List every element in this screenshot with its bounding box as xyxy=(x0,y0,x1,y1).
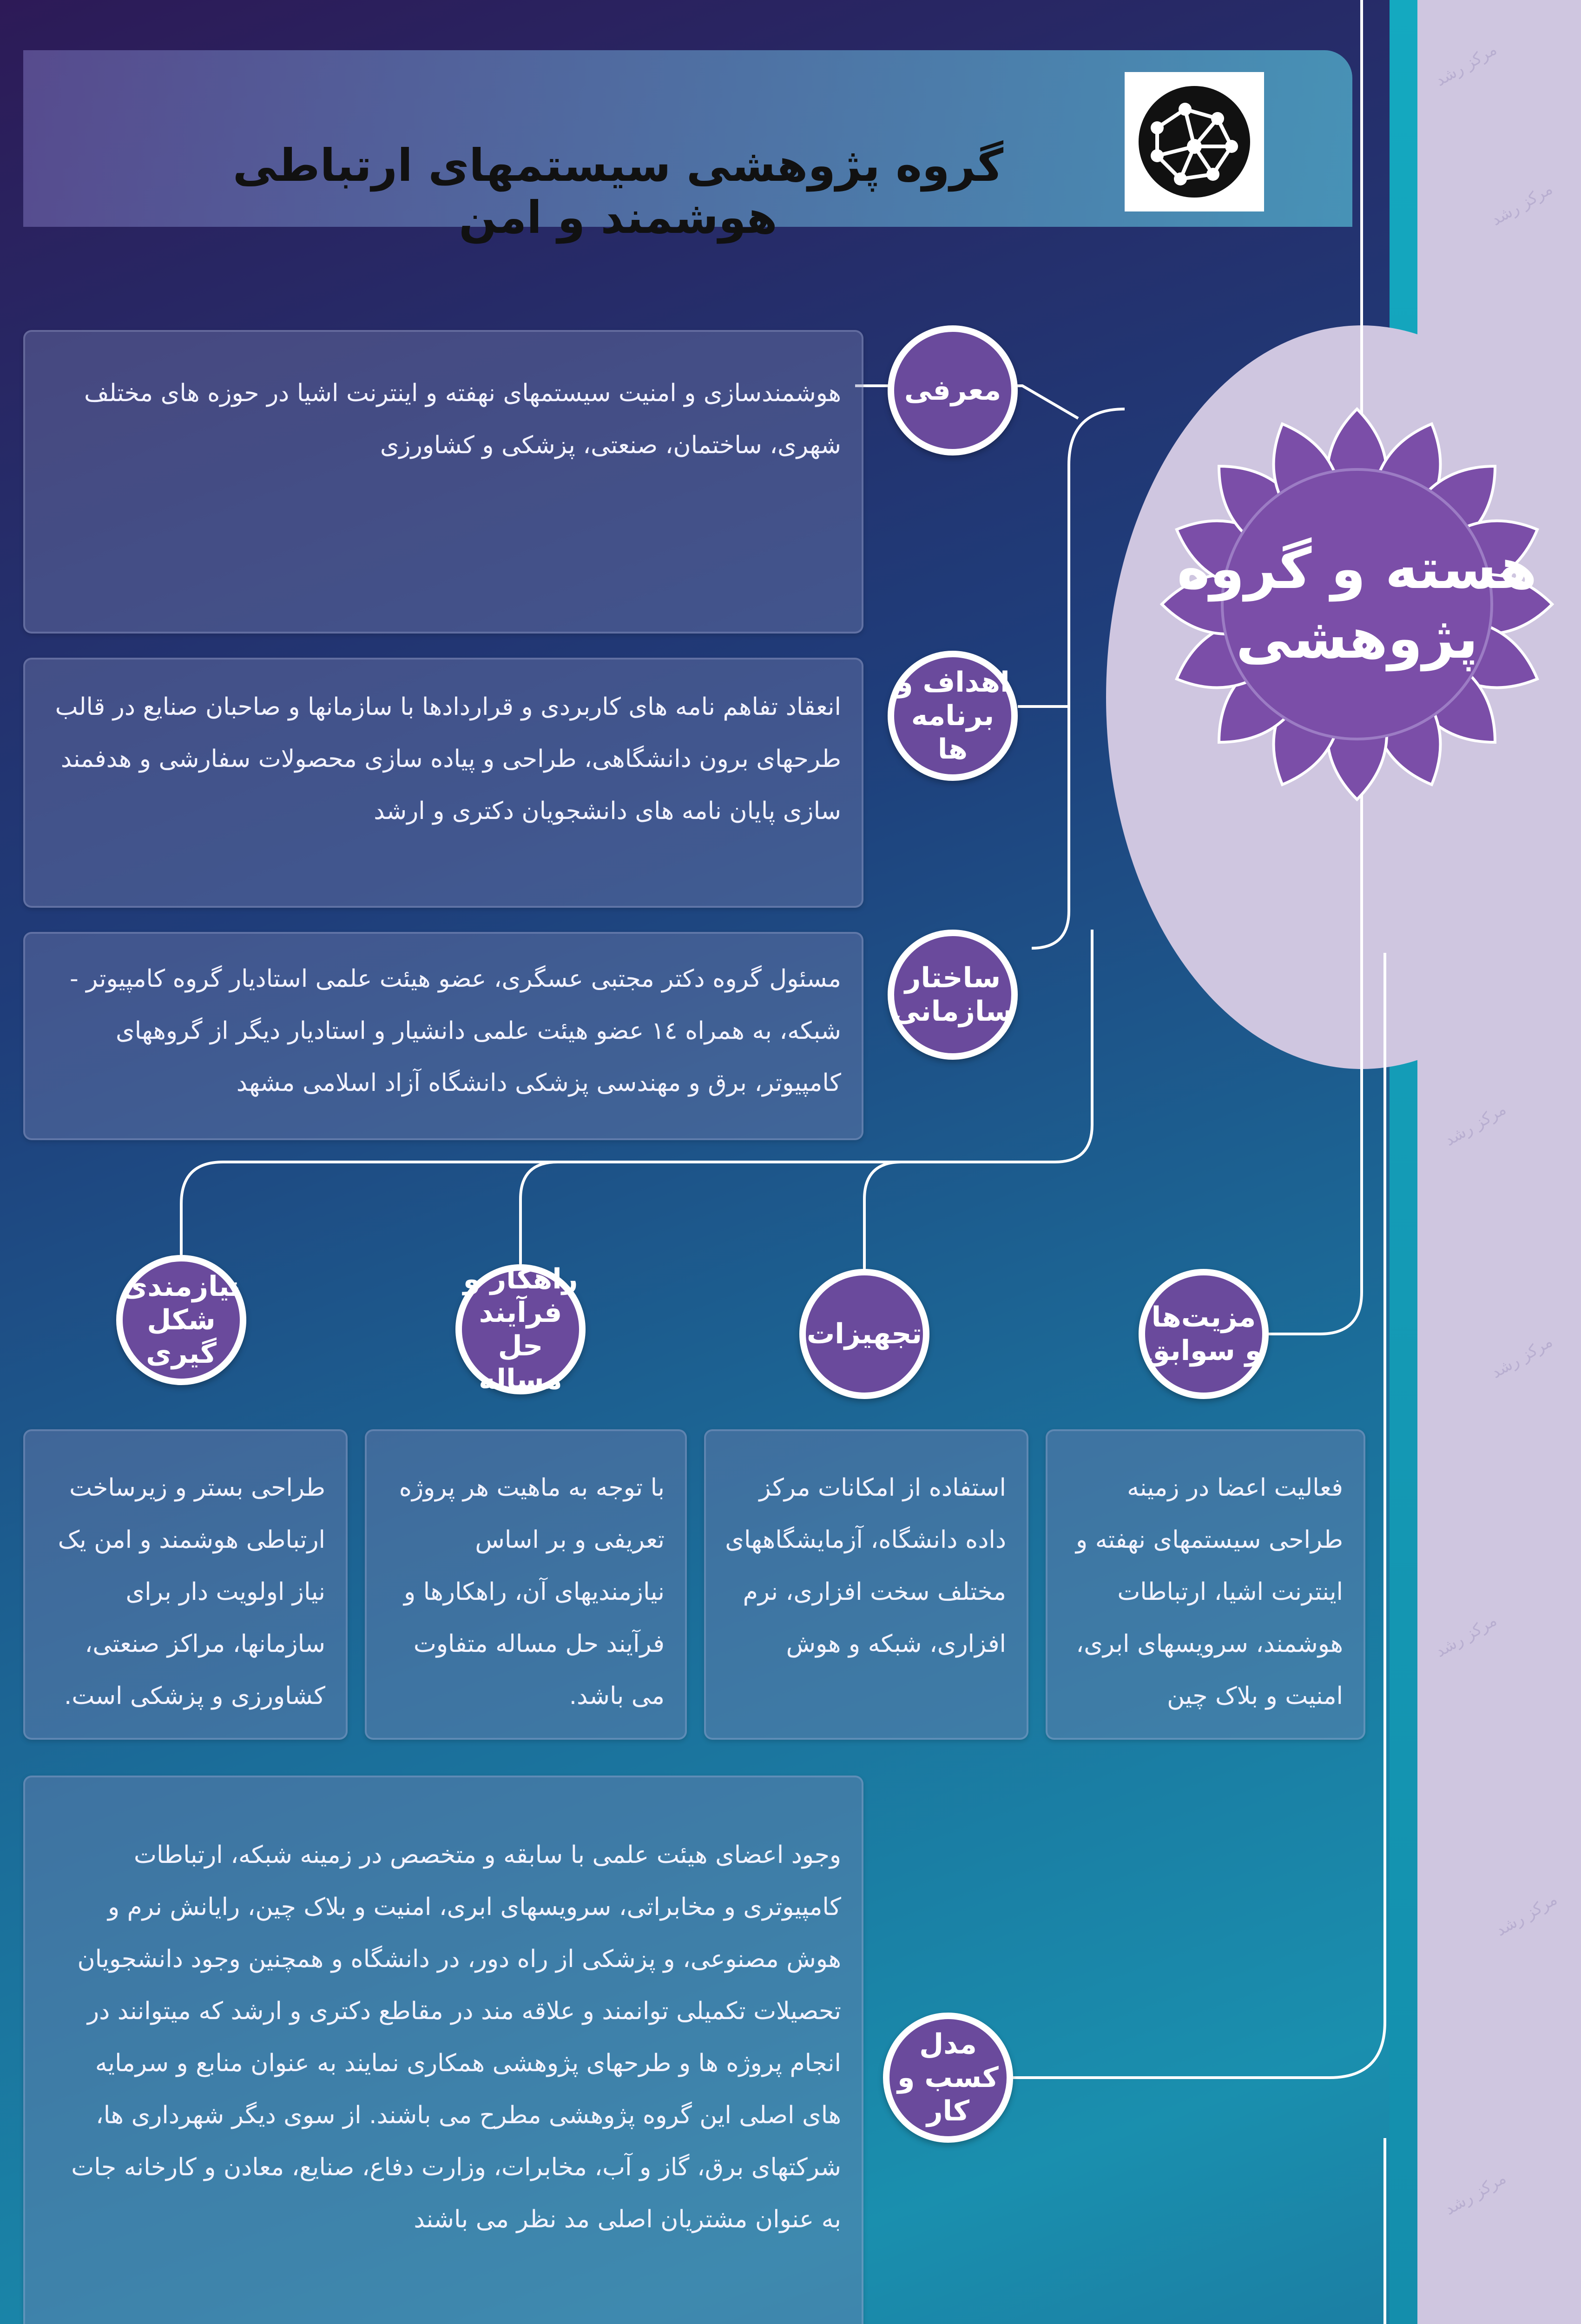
watermark-text: مرکز رشد xyxy=(1441,1100,1509,1150)
watermark-text: مرکز رشد xyxy=(1441,2169,1509,2219)
goals-text: انعقاد تفاهم نامه های کاربردی و قراردادها با سازمانها و صاحبان صنایع در قالب طرحهای برون دانشگاهی، طراحی و پیاده سازی محصولات سفارشی و هدفمند سازی پایان نامه های دانشجویان دکتری و ارشد xyxy=(55,693,841,825)
flower-title-line1: هسته و گروه xyxy=(1177,537,1537,601)
flower-title-line2: پژوهشی xyxy=(1236,607,1478,671)
structure-text: مسئول گروه دکتر مجتبی عسگری، عضو هیئت علمی استادیار گروه کامپیوتر - شبکه، به همراه ١٤ عضو هیئت علمی دانشیار و استادیار دیگر از گروههای کامپیوتر، برق و مهندسی پزشکی دانشگاه آزاد اسلامی مشهد xyxy=(69,965,841,1097)
requirement-bubble: نیازمندی شکل گیری xyxy=(116,1255,246,1385)
watermark-text: مرکز رشد xyxy=(1432,40,1500,90)
goals-bubble: اهداف و برنامه ها xyxy=(888,651,1018,781)
equipment-bubble: تجهیزات xyxy=(799,1269,929,1399)
globe-network-icon xyxy=(1125,72,1264,211)
business-bubble: مدل کسب و کار xyxy=(883,2013,1013,2143)
watermark-text: مرکز رشد xyxy=(1492,1890,1561,1940)
equipment-text: استفاده از امکانات مرکز داده دانشگاه، آزمایشگاههای مختلف سخت افزاری، نرم افزاری، شبکه و هوش xyxy=(725,1474,1006,1658)
page-title: گروه پژوهشی سیستمهای ارتباطی هوشمند و امن xyxy=(232,139,1004,244)
requirement-text: طراحی بستر و زیرساخت ارتباطی هوشمند و امن یک نیاز اولویت دار برای سازمانها، مراکز صنعتی، کشاورزی و پزشکی است. xyxy=(58,1474,325,1710)
business-text: وجود اعضای هیئت علمی با سابقه و متخصص در زمینه شبکه، ارتباطات کامپیوتری و مخابراتی، سرویسهای ابری، امنیت و بلاک چین، رایانش نرم و هوش مصنوعی، و پزشکی از راه دور، در دانشگاه و همچنین وجود دانشجویان تحصیلات تکمیلی توانمند و علاقه مند در مقاطع دکتری و ارشد که میتوانند در انجام پروژه ها و طرحهای پژوهشی همکاری نمایند به عنوان منابع و سرمایه های اصلی این گروه پژوهشی مطرح می باشند. از سوی دیگر شهرداری ها، شرکتهای برق، گاز و آب، مخابرات، وزارت دفاع، صنایع، معادن و کارخانه جات به عنوان مشتریان اصلی مد نظر می باشند xyxy=(71,1841,841,2233)
intro-text: هوشمندسازی و امنیت سیستمهای نهفته و اینترنت اشیا در حوزه های مختلف شهری، ساختمان، صنعتی، پزشکی و کشاورزی xyxy=(84,379,841,459)
structure-bubble: ساختار سازمانی xyxy=(888,930,1018,1060)
watermark-text: مرکز رشد xyxy=(1488,179,1556,230)
advantages-bubble: مزیت‌ها و سوابق xyxy=(1139,1269,1269,1399)
solution-bubble: راهکار و فرآیند حل مساله xyxy=(455,1264,586,1394)
solution-text: با توجه به ماهیت هر پروژه تعریفی و بر اساس نیازمندیهای آن، راهکارها و فرآیند حل مساله متفاوت می باشد. xyxy=(399,1474,665,1710)
watermark-text: مرکز رشد xyxy=(1488,1332,1556,1382)
intro-bubble: معرفی xyxy=(888,325,1018,456)
advantages-text: فعالیت اعضا در زمینه طراحی سیستمهای نهفته و اینترنت اشیا، ارتباطات هوشمند، سرویسهای ابری، امنیت و بلاک چین xyxy=(1076,1474,1343,1710)
flower-title xyxy=(1134,535,1580,674)
watermark-text: مرکز رشد xyxy=(1432,1611,1500,1661)
